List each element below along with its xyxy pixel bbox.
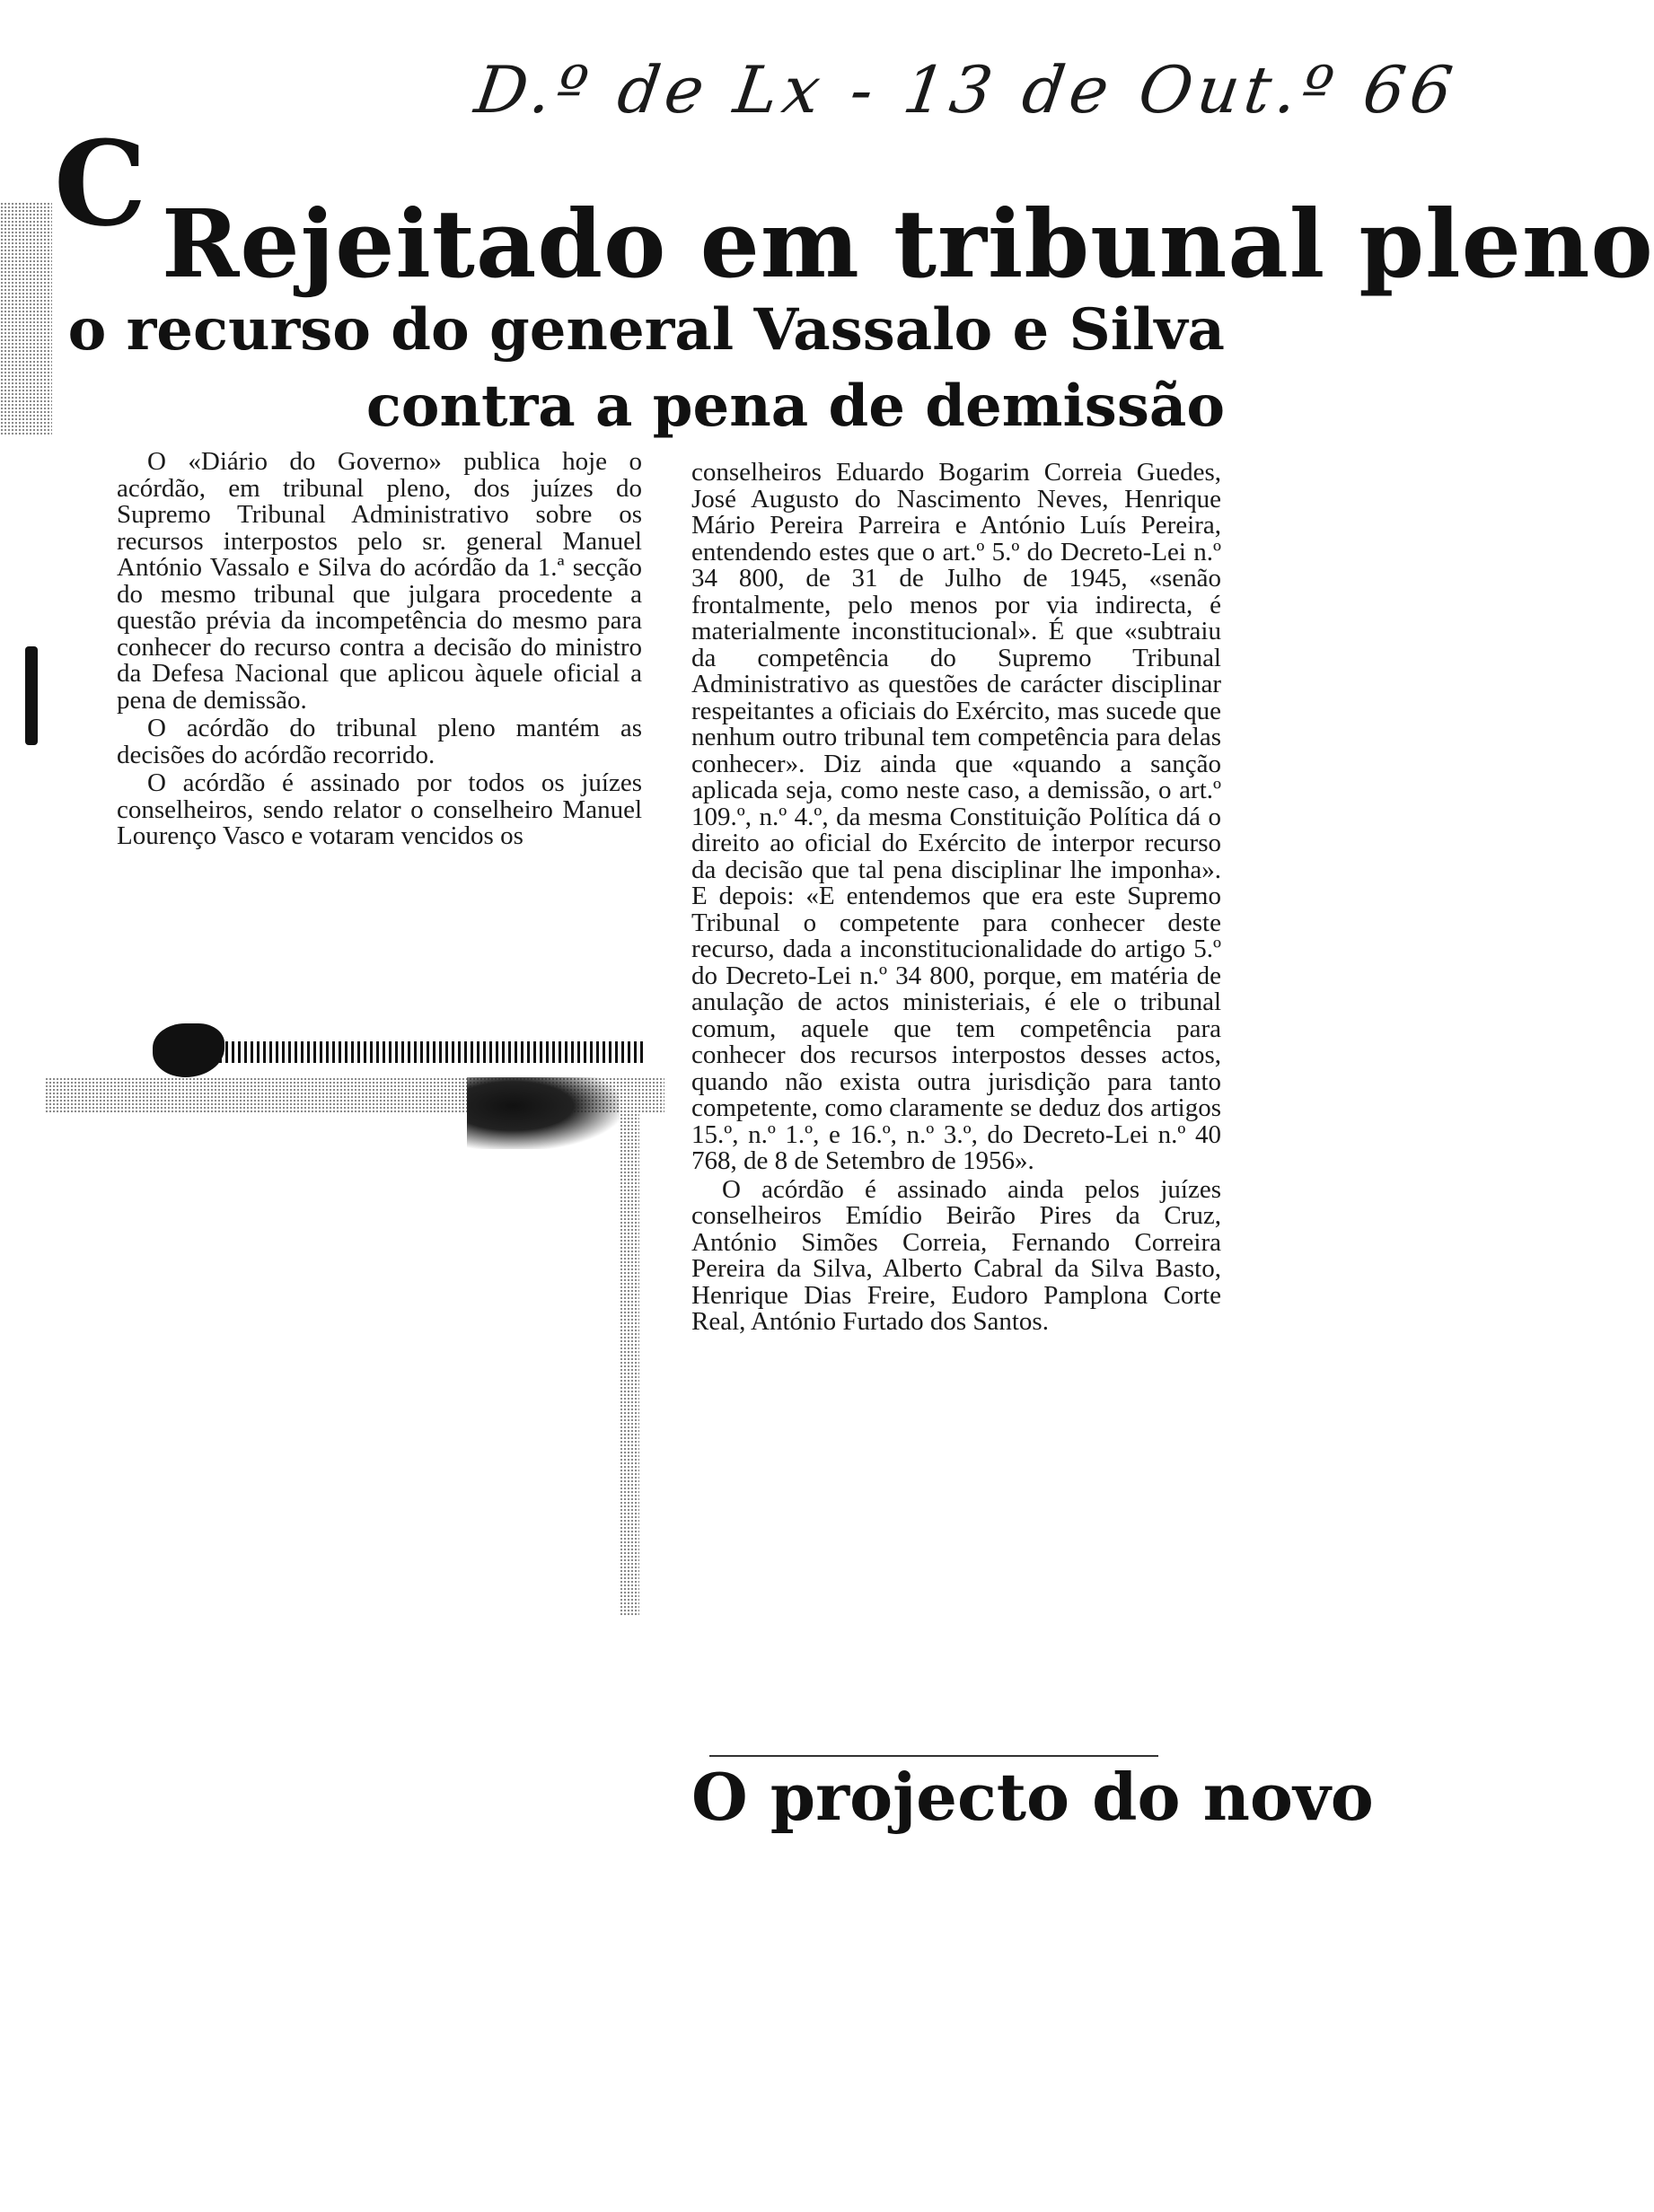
- clipping-bracket-mark: C: [54, 115, 147, 252]
- paragraph: O «Diário do Governo» publica hoje o acórdão, em tribunal pleno, dos juízes do Supremo Tribunal Administrativo sobre os recursos interpostos pelo sr. general Manuel António Vassalo e Silva do acórdão da 1.ª secção do mesmo tribunal que julgara procedente a questão prévia da incompetência do mesmo para conhecer do recurso contra a decisão do ministro da Defesa Nacional que aplicou àquele oficial a pena de demissão.: [117, 447, 642, 715]
- halftone-side-strip: [620, 1113, 639, 1616]
- article-headline: Rejeitado em tribunal pleno: [162, 189, 1654, 299]
- halftone-left-strip: [0, 202, 52, 435]
- dark-photo-fragment: [467, 1077, 620, 1149]
- next-article-title-text: O projecto do novo: [691, 1759, 1374, 1835]
- article-subheadline-line2: contra a pena de demissão: [365, 373, 1225, 440]
- article-subheadline-line1: o recurso do general Vassalo e Silva: [67, 296, 1225, 364]
- paragraph: conselheiros Eduardo Bogarim Correia Guedes, José Augusto do Nascimento Neves, Henrique Mário Pereira Parreira e António Luís Pereira, entendendo estes que o art.º 5.º do Decreto-Lei n.º 34 800, de 31 de Julho de 1945, «senão frontalmente, pelo menos por via indirecta, é materialmente inconstitucional». É que «subtraiu da competência do Supremo Tribunal Administrativo as questões de carácter disciplinar respeitantes a oficiais do Exército, mas sucede que nenhum outro tribunal tem competência para delas conhecer». Diz ainda que «quando a sanção aplicada seja, como neste caso, a demissão, o art.º 109.º, n.º 4.º, da mesma Constituição Política dá o direito ao oficial do Exército de interpor recurso da decisão que tal pena disciplinar lhe imponha». E depois: «E entendemos que era este Supremo Tribunal o competente para conhecer deste recurso, dada a inconstitucionalidade do artigo 5.º do Decreto-Lei n.º 34 800, porque, em matéria de anulação de actos ministeriais, é ele o tribunal comum, aquele que tem competência para conhecer dos recursos interpostos desses actos, quando não exista outra jurisdição para tanto competente, como claramente se deduz dos artigos 15.º, n.º 1.º, e 16.º, n.º 3.º, do Decreto-Lei n.º 40 768, de 8 de Setembro de 1956».: [691, 458, 1221, 1175]
- cut-barcode-strip: [207, 1041, 647, 1063]
- paragraph: O acórdão é assinado ainda pelos juízes conselheiros Emídio Beirão Pires da Cruz, António Simões Correia, Fernando Correira Pereira da Silva, Alberto Cabral da Silva Basto, Henrique Dias Freire, Eudoro Pamplona Corte Real, António Furtado dos Santos.: [691, 1174, 1221, 1336]
- ink-blob: [153, 1023, 224, 1077]
- next-article-title-cut: [691, 1759, 1374, 1835]
- article-right-column: [691, 460, 1221, 1338]
- ink-edge-mark: [25, 646, 38, 745]
- column-divider-rule: [709, 1755, 1158, 1757]
- article-left-column: [117, 449, 642, 852]
- paragraph: O acórdão do tribunal pleno mantém as decisões do acórdão recorrido.: [117, 714, 642, 769]
- handwritten-date-note: D.º de Lx - 13 de Out.º 66: [471, 52, 1463, 127]
- paragraph: O acórdão é assinado por todos os juízes conselheiros, sendo relator o conselheiro Manuel Lourenço Vasco e votaram vencidos os: [117, 768, 642, 850]
